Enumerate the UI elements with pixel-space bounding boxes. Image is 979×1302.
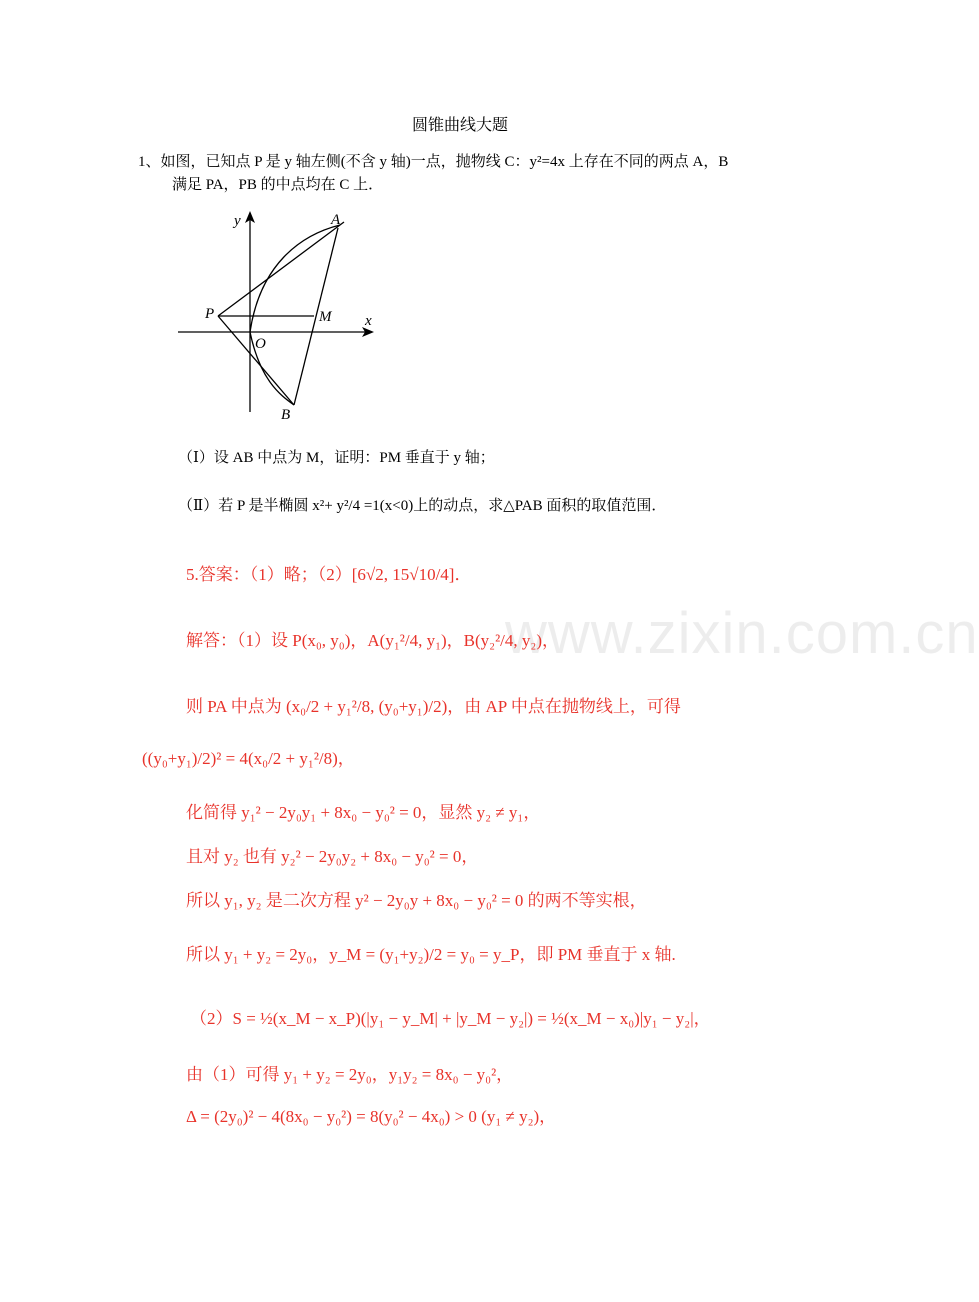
label-o: O	[255, 336, 266, 352]
solution-line-2: 则 PA 中点为 (x₀/2 + y₁²/8, (y₀+y₁)/2)，由 AP 中点在抛物线上，可得	[186, 697, 681, 716]
question-1: （Ⅰ）设 AB 中点为 M，证明：PM 垂直于 y 轴；	[178, 450, 495, 466]
answer-summary: 5.答案：（1）略；（2）[6√2, 15√10/4]．	[186, 565, 472, 584]
segment-pb	[218, 316, 294, 405]
solution-line-1: 解答：（1）设 P(x₀, y₀)，A(y₁²/4, y₁)，B(y₂²/4, y₂)，	[186, 631, 559, 650]
label-m: M	[319, 309, 332, 325]
label-y: y	[234, 213, 241, 229]
label-p: P	[205, 306, 215, 322]
segment-pa	[218, 222, 344, 316]
solution-line-3: ((y₀+y₁)/2)² = 4(x₀/2 + y₁²/8)，	[142, 749, 355, 768]
solution-line-4: 化简得 y₁² − 2y₀y₁ + 8x₀ − y₀² = 0，显然 y₂ ≠ y₁，	[186, 803, 541, 822]
problem-line-1: 1、如图，已知点 P 是 y 轴左侧(不含 y 轴)一点，抛物线 C：y²=4x 上存在不同的两点 A，B	[138, 154, 729, 170]
solution-line-5: 且对 y₂ 也有 y₂² − 2y₀y₂ + 8x₀ − y₀² = 0，	[186, 847, 479, 866]
figure-diagram	[170, 205, 400, 423]
solution-line-8: （2）S = ½(x_M − x_P)(|y₁ − y_M| + |y_M − y₂|) = ½(x_M − x₀)|y₁ − y₂|，	[190, 1009, 711, 1028]
problem-line-2: 满足 PA，PB 的中点均在 C 上．	[172, 177, 384, 193]
label-b: B	[281, 407, 291, 423]
page-title: 圆锥曲线大题	[412, 117, 509, 134]
solution-line-7: 所以 y₁ + y₂ = 2y₀，y_M = (y₁+y₂)/2 = y₀ = y_P，即 PM 垂直于 x 轴.	[186, 945, 676, 964]
watermark: www.zixin.com.cn	[505, 601, 979, 666]
solution-line-6: 所以 y₁, y₂ 是二次方程 y² − 2y₀y + 8x₀ − y₀² = 0 的两不等实根，	[186, 891, 647, 910]
question-2: （Ⅱ）若 P 是半椭圆 x²+ y²/4 =1(x<0)上的动点，求△PAB 面积的取值范围．	[178, 498, 667, 514]
solution-line-9: 由（1）可得 y₁ + y₂ = 2y₀，y₁y₂ = 8x₀ − y₀²，	[186, 1065, 514, 1084]
label-x: x	[365, 313, 372, 329]
label-a: A	[331, 212, 341, 228]
solution-line-10: Δ = (2y₀)² − 4(8x₀ − y₀²) = 8(y₀² − 4x₀) > 0 (y₁ ≠ y₂)，	[186, 1107, 557, 1126]
